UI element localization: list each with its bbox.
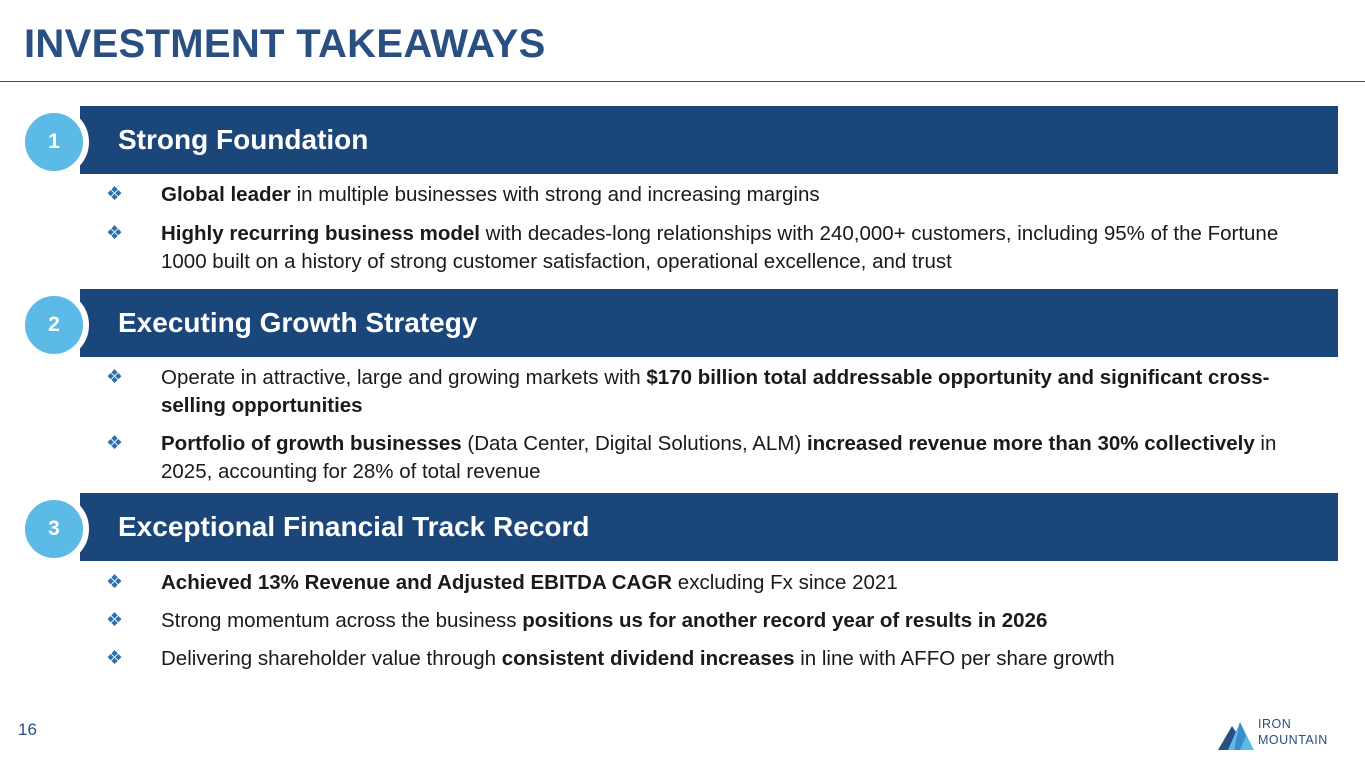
- bullet-2-1: ❖ Operate in attractive, large and growing markets with $170 billion total addressable opportunity and significant cross-selling opportunities: [106, 366, 1270, 417]
- diamond-bullet-icon: ❖: [106, 223, 124, 244]
- diamond-bullet-icon: ❖: [106, 433, 124, 454]
- section-banner-1: [80, 106, 1338, 174]
- diamond-bullet-icon: ❖: [106, 572, 124, 593]
- section-number-3: 3: [19, 494, 89, 564]
- diamond-bullet-icon: ❖: [106, 184, 124, 205]
- diamond-bullet-icon: ❖: [106, 610, 124, 631]
- bullet-3-1: ❖ Achieved 13% Revenue and Adjusted EBITDA CAGR excluding Fx since 2021: [106, 569, 1306, 597]
- company-logo: [1216, 714, 1364, 754]
- page-title: INVESTMENT TAKEAWAYS: [24, 22, 546, 66]
- bullet-1-2: ❖ Highly recurring business model with decades-long relationships with 240,000+ customers, including 95% of the Fortune 1000 built on a history of strong customer satisfaction, operational excellence, and trust: [106, 222, 1279, 273]
- section-heading-1: Strong Foundation: [118, 124, 369, 155]
- bullet-1-1: ❖ Global leader in multiple businesses with strong and increasing margins: [106, 181, 1306, 209]
- diamond-bullet-icon: ❖: [106, 648, 124, 669]
- section-heading-2: Executing Growth Strategy: [118, 307, 478, 338]
- section-heading-3: Exceptional Financial Track Record: [118, 511, 590, 542]
- page-number: 16: [18, 720, 37, 739]
- diamond-bullet-icon: ❖: [106, 367, 124, 388]
- section-banner-2: [80, 289, 1338, 357]
- bullet-3-3: ❖ Delivering shareholder value through consistent dividend increases in line with AFFO per share growth: [106, 645, 1306, 673]
- bullet-2-2: ❖ Portfolio of growth businesses (Data Center, Digital Solutions, ALM) increased revenue more than 30% collectively in 2025, accounting for 28% of total revenue: [106, 432, 1277, 483]
- section-number-1: 1: [19, 107, 89, 177]
- logo-wordmark: IRON MOUNTAIN: [1258, 717, 1328, 747]
- section-number-2: 2: [19, 290, 89, 360]
- title-divider: [0, 81, 1365, 82]
- bullet-3-2: ❖ Strong momentum across the business positions us for another record year of results in 2026: [106, 607, 1306, 635]
- section-banner-3: [80, 493, 1338, 561]
- mountain-logo-icon: [1216, 716, 1256, 752]
